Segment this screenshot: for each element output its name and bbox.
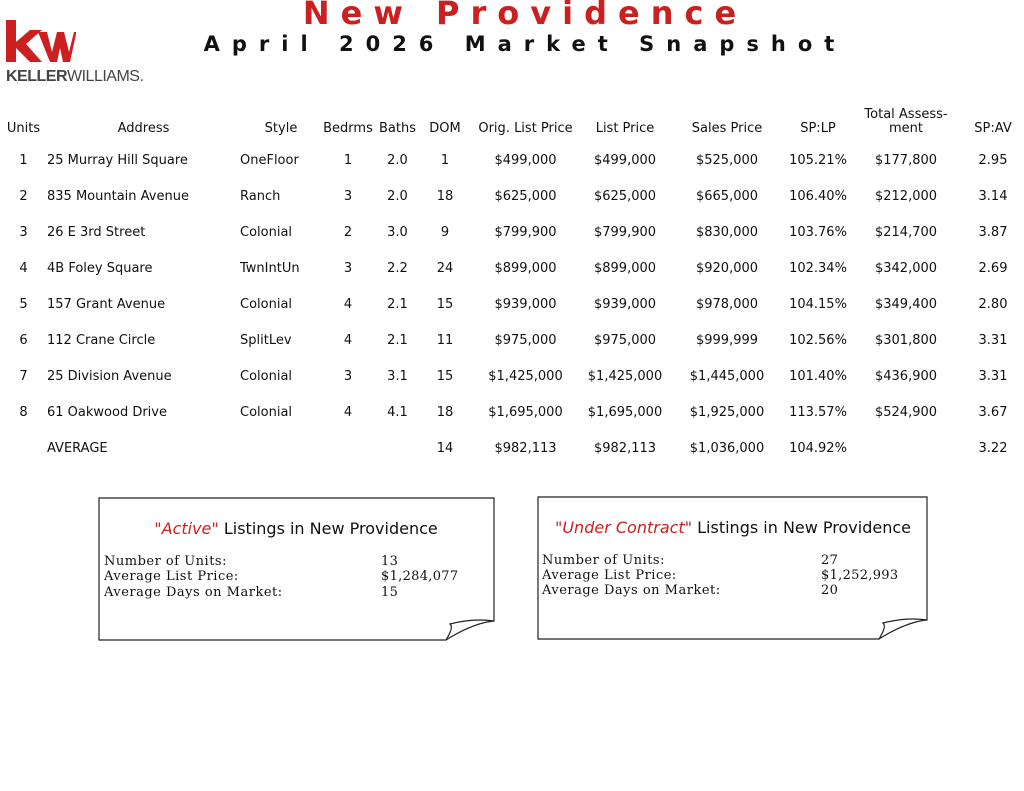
cell-total-assessment: $301,800 xyxy=(874,332,938,348)
col-sales-price: Sales Price xyxy=(691,121,763,136)
cell-dom: 11 xyxy=(436,332,454,348)
cell-sales-price: $1,925,000 xyxy=(689,404,765,420)
cell-total-assessment: $349,400 xyxy=(874,296,938,312)
active-price-value: $1,284,077 xyxy=(381,569,459,584)
cell-total-assessment: $436,900 xyxy=(874,368,938,384)
cell-bedrooms: 2 xyxy=(343,224,353,240)
cell-dom: 15 xyxy=(436,368,454,384)
cell-bedrooms: 4 xyxy=(343,404,353,420)
cell-sp-av: 2.69 xyxy=(978,260,1008,276)
cell-dom: 15 xyxy=(436,296,454,312)
col-sp-av: SP:AV xyxy=(974,121,1012,136)
cell-address: 26 E 3rd Street xyxy=(47,224,146,240)
cell-sp-av: 3.87 xyxy=(978,224,1008,240)
cell-orig-list-price: $1,695,000 xyxy=(488,404,563,420)
table-header-row xyxy=(0,92,1024,142)
under-contract-dom-value: 20 xyxy=(821,583,839,598)
cell-bedrooms: 3 xyxy=(343,368,353,384)
table-row xyxy=(0,214,1024,250)
col-dom: DOM xyxy=(429,121,461,136)
cell-orig-list-price: $799,900 xyxy=(494,224,557,240)
table-row xyxy=(0,142,1024,178)
cell-style: TwnIntUn xyxy=(240,260,300,276)
cell-unit-number: 1 xyxy=(19,152,28,168)
cell-unit-number: 8 xyxy=(19,404,28,420)
active-price-label: Average List Price: xyxy=(104,569,239,584)
average-dom: 14 xyxy=(436,440,454,456)
cell-orig-list-price: $975,000 xyxy=(494,332,557,348)
page-subtitle: April 2026 Market Snapshot xyxy=(203,32,847,56)
cell-sp-av: 3.31 xyxy=(978,332,1008,348)
cell-bedrooms: 4 xyxy=(343,332,353,348)
average-row xyxy=(0,430,1024,466)
col-orig-list-price: Orig. List Price xyxy=(478,121,573,136)
cell-sp-av: 3.14 xyxy=(978,188,1008,204)
col-baths: Baths xyxy=(379,121,416,136)
cell-sp-lp: 101.40% xyxy=(789,368,847,384)
cell-address: 25 Murray Hill Square xyxy=(47,152,188,168)
cell-style: OneFloor xyxy=(240,152,299,168)
cell-sp-av: 2.80 xyxy=(978,296,1008,312)
cell-list-price: $975,000 xyxy=(593,332,657,348)
cell-sp-lp: 103.76% xyxy=(789,224,847,240)
under-contract-dom-label: Average Days on Market: xyxy=(542,583,721,598)
active-units-label: Number of Units: xyxy=(104,554,227,569)
cell-total-assessment: $212,000 xyxy=(874,188,938,204)
cell-baths: 2.2 xyxy=(387,260,408,276)
cell-total-assessment: $524,900 xyxy=(874,404,938,420)
cell-orig-list-price: $625,000 xyxy=(494,188,557,204)
under-contract-listings-card xyxy=(537,496,929,638)
cell-orig-list-price: $899,000 xyxy=(494,260,557,276)
cell-sales-price: $1,445,000 xyxy=(689,368,765,384)
cell-sp-lp: 102.34% xyxy=(789,260,847,276)
cell-dom: 24 xyxy=(436,260,454,276)
table-row xyxy=(0,286,1024,322)
cell-bedrooms: 4 xyxy=(343,296,353,312)
average-list-price: $982,113 xyxy=(593,440,657,456)
cell-address: 157 Grant Avenue xyxy=(47,296,166,312)
cell-sales-price: $830,000 xyxy=(695,224,759,240)
cell-baths: 2.0 xyxy=(387,152,408,168)
average-sp-lp: 104.92% xyxy=(789,440,847,456)
cell-style: SplitLev xyxy=(240,332,292,348)
cell-dom: 9 xyxy=(440,224,450,240)
cell-sales-price: $999,999 xyxy=(695,332,759,348)
table-row xyxy=(0,322,1024,358)
cell-address: 61 Oakwood Drive xyxy=(47,404,167,420)
cell-unit-number: 4 xyxy=(19,260,28,276)
cell-list-price: $625,000 xyxy=(593,188,657,204)
cell-baths: 3.0 xyxy=(387,224,408,240)
cell-style: Ranch xyxy=(240,188,281,204)
cell-list-price: $939,000 xyxy=(593,296,657,312)
col-style: Style xyxy=(264,121,298,136)
cell-sp-lp: 106.40% xyxy=(789,188,847,204)
cell-style: Colonial xyxy=(240,224,293,240)
col-bedrooms: Bedrms xyxy=(323,121,373,136)
cell-orig-list-price: $499,000 xyxy=(494,152,557,168)
table-row xyxy=(0,394,1024,430)
cell-unit-number: 3 xyxy=(19,224,28,240)
cell-list-price: $899,000 xyxy=(593,260,657,276)
cell-list-price: $1,695,000 xyxy=(587,404,663,420)
col-address: Address xyxy=(117,121,170,136)
col-sp-lp: SP:LP xyxy=(800,121,836,136)
cell-total-assessment: $342,000 xyxy=(874,260,938,276)
cell-baths: 2.1 xyxy=(387,332,408,348)
cell-list-price: $799,900 xyxy=(593,224,657,240)
average-orig-list-price: $982,113 xyxy=(494,440,557,456)
cell-orig-list-price: $939,000 xyxy=(494,296,557,312)
cell-sales-price: $920,000 xyxy=(695,260,759,276)
col-total-assessment: Total Assess- ment xyxy=(864,107,948,136)
cell-orig-list-price: $1,425,000 xyxy=(488,368,563,384)
table-row xyxy=(0,178,1024,214)
cell-address: 835 Mountain Avenue xyxy=(47,188,189,204)
under-contract-price-value: $1,252,993 xyxy=(821,568,899,583)
average-label: AVERAGE xyxy=(47,440,108,456)
cell-style: Colonial xyxy=(240,296,293,312)
cell-bedrooms: 1 xyxy=(343,152,353,168)
cell-sp-lp: 105.21% xyxy=(789,152,847,168)
cell-unit-number: 2 xyxy=(19,188,28,204)
table-row xyxy=(0,250,1024,286)
cell-total-assessment: $177,800 xyxy=(874,152,938,168)
cell-address: 4B Foley Square xyxy=(47,260,153,276)
keller-williams-wordmark: KELLERWILLIAMS. xyxy=(6,68,144,85)
active-card-title: "Active" Listings in New Providence xyxy=(154,519,438,538)
cell-baths: 4.1 xyxy=(387,404,408,420)
cell-baths: 2.1 xyxy=(387,296,408,312)
table-row xyxy=(0,358,1024,394)
active-dom-value: 15 xyxy=(381,585,399,600)
cell-bedrooms: 3 xyxy=(343,188,353,204)
cell-style: Colonial xyxy=(240,368,293,384)
cell-dom: 18 xyxy=(436,188,454,204)
cell-baths: 3.1 xyxy=(387,368,408,384)
cell-address: 112 Crane Circle xyxy=(47,332,156,348)
page-title: New Providence xyxy=(302,0,748,32)
cell-sp-lp: 102.56% xyxy=(789,332,847,348)
average-sales-price: $1,036,000 xyxy=(689,440,765,456)
cell-unit-number: 7 xyxy=(19,368,28,384)
cell-sales-price: $665,000 xyxy=(695,188,759,204)
active-units-value: 13 xyxy=(381,554,399,569)
cell-style: Colonial xyxy=(240,404,293,420)
under-contract-units-value: 27 xyxy=(821,553,839,568)
cell-sp-av: 3.67 xyxy=(978,404,1008,420)
cell-baths: 2.0 xyxy=(387,188,408,204)
cell-sp-av: 3.31 xyxy=(978,368,1008,384)
sales-table xyxy=(0,92,1024,466)
cell-unit-number: 6 xyxy=(19,332,28,348)
cell-address: 25 Division Avenue xyxy=(47,368,172,384)
under-contract-price-label: Average List Price: xyxy=(542,568,677,583)
cell-sp-lp: 113.57% xyxy=(789,404,847,420)
cell-dom: 1 xyxy=(440,152,450,168)
active-dom-label: Average Days on Market: xyxy=(104,585,283,600)
cell-total-assessment: $214,700 xyxy=(874,224,938,240)
cell-bedrooms: 3 xyxy=(343,260,353,276)
cell-sales-price: $525,000 xyxy=(695,152,759,168)
cell-list-price: $499,000 xyxy=(593,152,657,168)
under-contract-units-label: Number of Units: xyxy=(542,553,665,568)
active-listings-card xyxy=(98,497,494,639)
col-units: Units xyxy=(6,121,41,136)
cell-dom: 18 xyxy=(436,404,454,420)
col-list-price: List Price xyxy=(595,121,655,136)
under-contract-card-title: "Under Contract" Listings in New Providence xyxy=(554,518,911,537)
cell-unit-number: 5 xyxy=(19,296,28,312)
average-sp-av: 3.22 xyxy=(978,440,1008,456)
cell-list-price: $1,425,000 xyxy=(587,368,663,384)
cell-sp-av: 2.95 xyxy=(978,152,1008,168)
cell-sales-price: $978,000 xyxy=(695,296,759,312)
cell-sp-lp: 104.15% xyxy=(789,296,847,312)
